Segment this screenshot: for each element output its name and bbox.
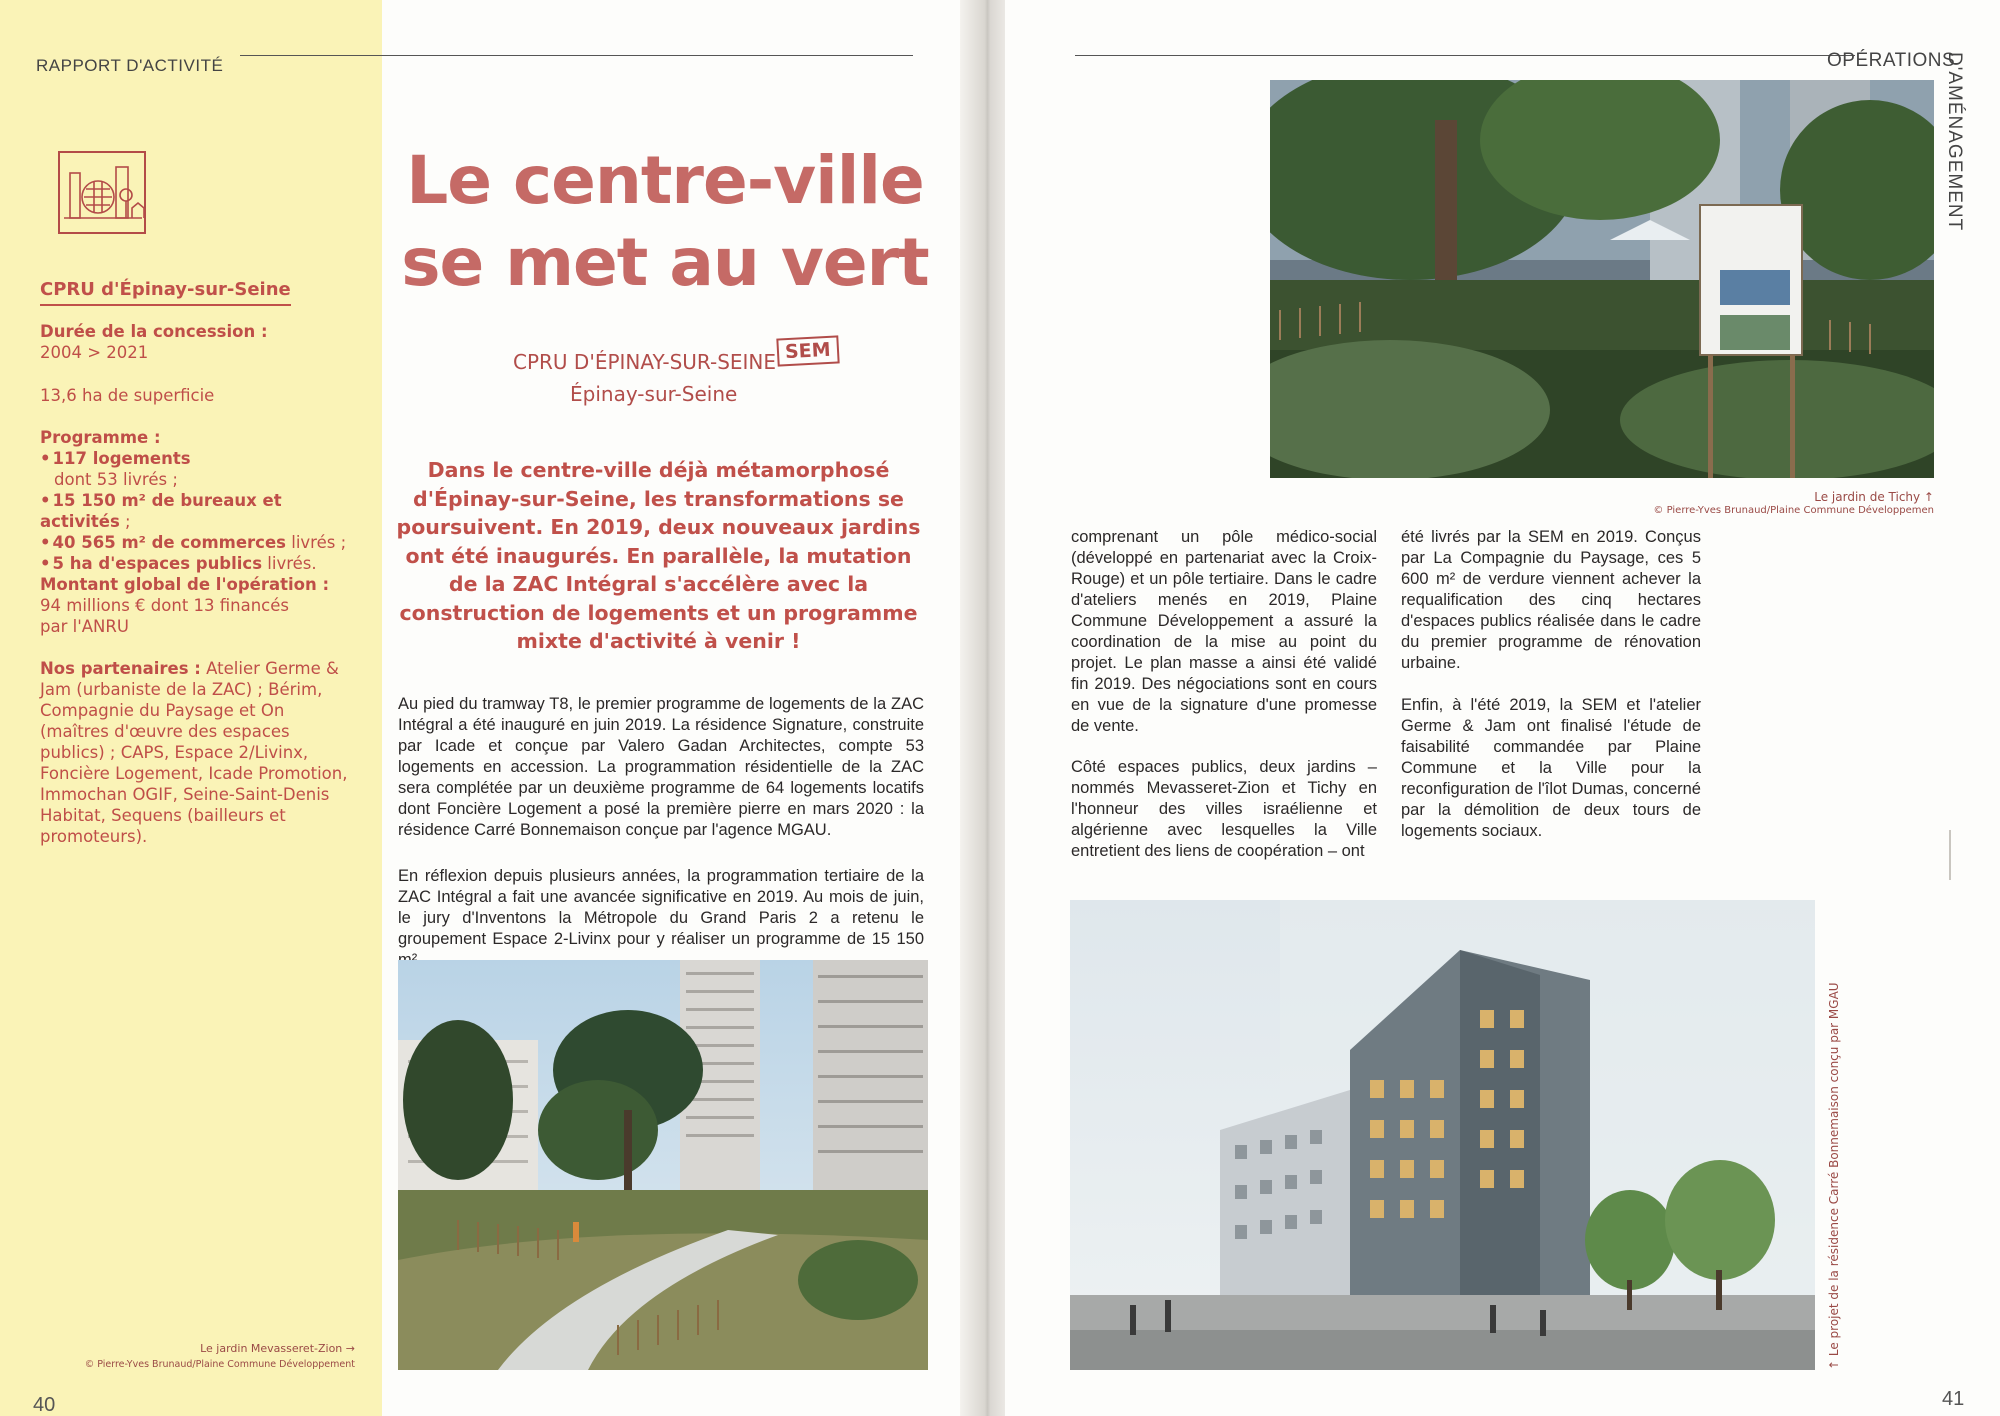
program-item: • 117 logements	[40, 449, 191, 468]
article-lead: Dans le centre-ville déjà métamorphosé d'Épinay-sur-Seine, les transformations se poursuivent. En 2019, deux nouveaux jardins ont été inaugurés. En parallèle, la mutation de la ZAC Intégral s'accélère avec la construction de logements et un programme mixte d'activité à venir !	[396, 458, 921, 653]
program-item: • 5 ha d'espaces publics livrés.	[40, 554, 317, 573]
header-left: RAPPORT D'ACTIVITÉ	[36, 56, 224, 75]
header-rule-right	[1075, 55, 1855, 56]
program-list	[40, 448, 360, 574]
program-item: • 40 565 m² de commerces livrés ;	[40, 533, 347, 552]
program-block	[40, 427, 360, 574]
duration-label: Durée de la concession :	[40, 322, 268, 341]
amount-block	[40, 574, 360, 637]
partners-label: Nos partenaires :	[40, 659, 201, 678]
sidebar-title: CPRU d'Épinay-sur-Seine	[40, 279, 291, 306]
amount-label: Montant global de l'opération :	[40, 575, 330, 594]
article-location: Épinay-sur-Seine	[570, 382, 738, 406]
right-col1-para1: comprenant un pôle médico-social (développé en partenariat avec la Croix-Rouge) et un pôle tertiaire. Dans le cadre d'ateliers menés en 2019, Plaine Commune Développement a assuré la coordination de la mise au point du projet. Le plan masse a ainsi été validé fin 2019. Des négociations sont en cours en vue de la signature d'une promesse de vente.	[1071, 528, 1377, 735]
bonnemaison-caption: ↑ Le projet de la résidence Carré Bonnemaison conçu par MGAU	[1827, 982, 1841, 1370]
city-building-icon	[58, 151, 146, 234]
right-col2-para2: Enfin, à l'été 2019, la SEM et l'atelier Germe & Jam ont finalisé l'étude de faisabilité commandée par Plaine Commune et la Ville pour la reconfiguration de l'îlot Dumas, concerné par la démolition de deux tours de logements sociaux.	[1401, 696, 1701, 840]
page-number-right: 41	[1942, 1388, 1965, 1410]
header-right: OPÉRATIONS	[1827, 50, 1956, 71]
garden-mevasseret-photo	[398, 960, 928, 1370]
right-page	[1005, 0, 2000, 1416]
left-page	[0, 0, 985, 1416]
article-paragraph-2: En réflexion depuis plusieurs années, la programmation tertiaire de la ZAC Intégral a fait une avancée significative en 2019. Au mois de juin, le jury d'Inventons la Métropole du Grand Paris 2 a retenu le groupement Espace 2-Livinx pour y réaliser un programme de 15 150	[398, 867, 924, 948]
amount-value: 94 millions € dont 13 financés	[40, 596, 290, 615]
program-item: • 15 150 m² de bureaux et activités ;	[40, 491, 282, 531]
left-photo-credit: © Pierre-Yves Brunaud/Plaine Commune Développement	[84, 1359, 355, 1370]
left-photo-caption: Le jardin Mevasseret-Zion →	[200, 1342, 355, 1355]
page-edge-mark	[1949, 830, 1951, 880]
partners-text: Atelier Germe & Jam (urbaniste de la ZAC) ; Bérim, Compagnie du Paysage et On (maîtres d'œuvre des espaces publics) ; CAPS, Espace 2/Livinx, Foncière Logement, Icade Promotion, Immochan OGIF, Seine-Saint-Denis Habitat, Sequens (bailleurs et promoteurs).	[40, 659, 348, 846]
header-rule-left	[240, 55, 913, 56]
program-label: Programme :	[40, 428, 161, 447]
carre-bonnemaison-rendering	[1070, 900, 1815, 1370]
header-right-vertical: D'AMÉNAGEMENT	[1944, 52, 1965, 232]
article-title	[400, 140, 930, 304]
duration-value: 2004 > 2021	[40, 343, 149, 362]
program-item: dont 53 livrés ;	[54, 470, 178, 489]
amount-value-2: par l'ANRU	[40, 617, 129, 636]
article-title-line-2: se met au vert	[401, 224, 929, 301]
partners-block	[40, 658, 350, 847]
article-title-line-1: Le centre-ville	[406, 142, 924, 219]
right-col2-para1: été livrés par la SEM en 2019. Conçus par La Compagnie du Paysage, ces 5 600 m² de verdure viennent achever la requalification des cinq hectares d'espaces publics réalisée dans le cadre du premier programme de rénovation urbaine.	[1401, 528, 1701, 672]
area-text: 13,6 ha de superficie	[40, 386, 215, 405]
right-col1-para2: Côté espaces publics, deux jardins – nommés Mevasseret-Zion et Tichy en l'honneur des villes israélienne et algérienne avec lesquelles la Ville entretient des liens de coopération – ont	[1071, 758, 1377, 860]
garden-tichy-photo	[1270, 80, 1934, 478]
tichy-credit: © Pierre-Yves Brunaud/Plaine Commune Développemen	[1653, 505, 1934, 516]
tichy-caption	[1560, 490, 1934, 518]
page-number-left: 40	[33, 1394, 56, 1416]
article-subhead: CPRU D'ÉPINAY-SUR-SEINE	[513, 350, 777, 374]
duration-block	[40, 321, 360, 363]
tichy-caption-text: Le jardin de Tichy ↑	[1814, 490, 1934, 504]
sem-badge: SEM	[776, 335, 839, 366]
article-paragraph-1: Au pied du tramway T8, le premier programme de logements de la ZAC Intégral a été inauguré en juin 2019. La résidence Signature, construite par Icade et conçue par Valero Gadan Architectes, compte 53 logements en accession. La programmation résidentielle de la ZAC sera complétée par un deuxième programme de 64 logements locatifs dont Foncière Logement a posé la première pierre en mars 2020 : la résidence Carré Bonnemaison conçue par l'agence MGAU.	[398, 695, 924, 839]
